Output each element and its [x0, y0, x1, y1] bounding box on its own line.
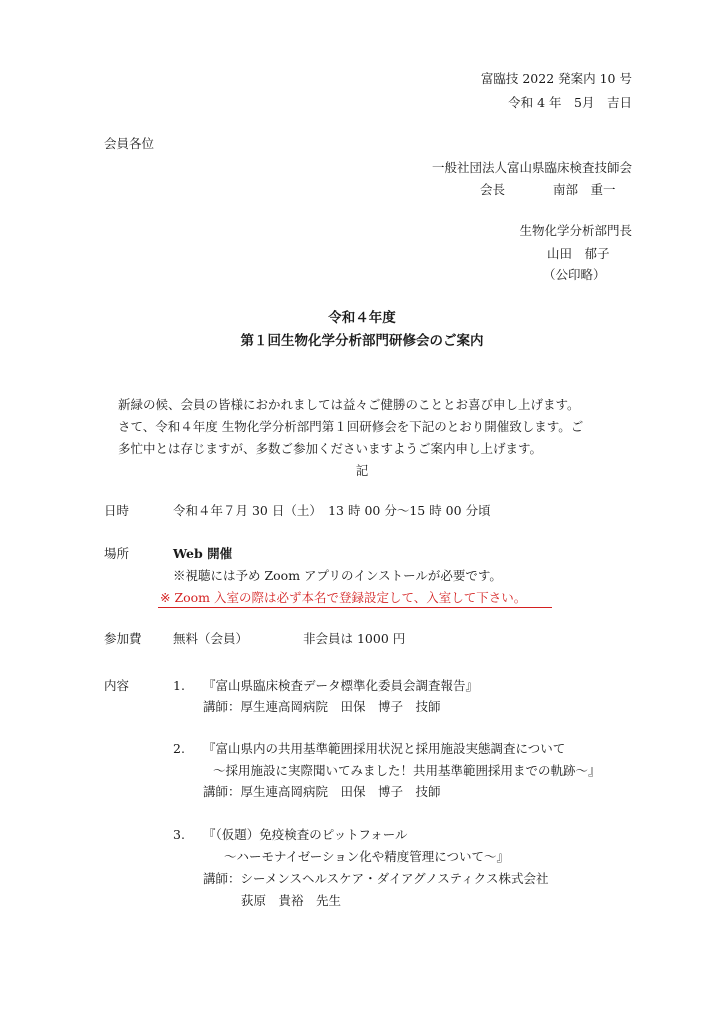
fee-member: 無料（会員）: [173, 631, 249, 646]
zoom-install-note: ※視聴には予め Zoom アプリのインストールが必要です。: [173, 568, 502, 583]
president-name: 南部 重一: [553, 182, 616, 197]
issue-date: 令和 4 年 5月 吉日: [508, 95, 632, 110]
item-number: 3.: [173, 827, 185, 842]
addressee: 会員各位: [104, 136, 155, 151]
warning-underline: [158, 607, 552, 608]
document-number: 富臨技 2022 発案内 10 号: [480, 71, 632, 86]
item-title: 『富山県内の共用基準範囲採用状況と採用施設実態調査について: [203, 741, 566, 756]
item-subtitle: ～ハーモナイゼーション化や精度管理について～』: [224, 849, 510, 864]
department-head-title: 生物化学分析部門長: [519, 223, 632, 238]
fee-nonmember: 非会員は 1000 円: [303, 631, 406, 646]
department-head-name: 山田 郁子: [547, 246, 610, 261]
item-lecturer: 講師：厚生連高岡病院 田保 博子 技師: [203, 784, 441, 799]
ki-mark: 記: [355, 463, 369, 478]
president-title: 会長: [480, 182, 506, 197]
sender-organization: 一般社団法人富山県臨床検査技師会: [431, 160, 632, 175]
fee-label: 参加費: [104, 631, 142, 646]
body-line-2: さて、令和４年度 生物化学分析部門第１回研修会を下記のとおり開催致します。ご: [118, 419, 584, 434]
datetime-value: 令和４年７月 30 日（土） 13 時 00 分～15 時 00 分頃: [173, 503, 491, 518]
seal-omitted-note: （公印略）: [543, 267, 606, 282]
item-number: 2.: [173, 741, 185, 756]
item-lecturer: 講師：厚生連高岡病院 田保 博子 技師: [203, 699, 441, 714]
datetime-label: 日時: [104, 503, 130, 518]
body-line-1: 新緑の候、会員の皆様におかれましては益々ご健勝のこととお喜び申し上げます。: [118, 397, 580, 412]
item-lecturer-name: 荻原 貴裕 先生: [241, 893, 342, 908]
body-line-3: 多忙中とは存じますが、多数ご参加くださいますようご案内申し上げます。: [118, 441, 543, 456]
item-subtitle: ～採用施設に実際聞いてみました！共用基準範囲採用までの軌跡～』: [213, 763, 601, 778]
item-number: 1.: [173, 678, 185, 693]
item-title: 『富山県臨床検査データ標準化委員会調査報告』: [203, 678, 479, 693]
item-title: 『（仮題）免疫検査のピットフォール: [203, 827, 408, 842]
item-lecturer: 講師：シーメンスヘルスケア・ダイアグノスティクス株式会社: [203, 871, 549, 886]
zoom-realname-warning: ※ Zoom 入室の際は必ず本名で登録設定して、入室して下さい。: [160, 590, 527, 605]
title-year: 令和４年度: [328, 310, 396, 326]
place-value: Web 開催: [173, 546, 233, 561]
place-label: 場所: [104, 546, 130, 561]
content-label: 内容: [104, 678, 130, 693]
document-title: 第１回生物化学分析部門研修会のご案内: [240, 333, 484, 349]
